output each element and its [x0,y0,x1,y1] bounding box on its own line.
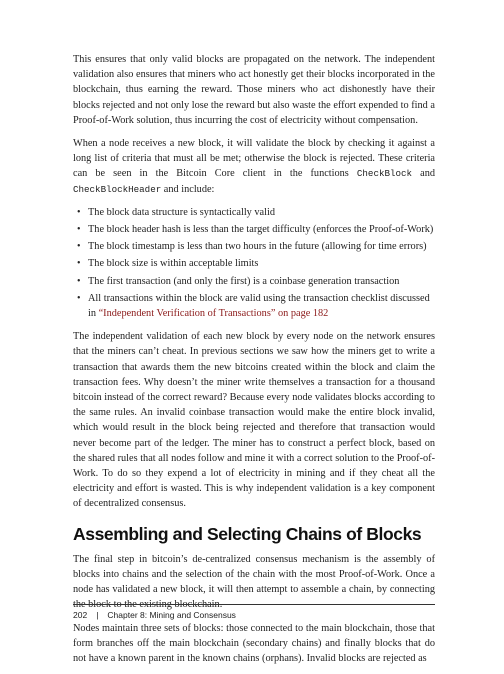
chapter-title: Chapter 8: Mining and Consensus [107,610,236,620]
list-item-text: The block data structure is syntactically valid [88,206,275,218]
code-checkblock: CheckBlock [356,168,413,180]
paragraph-text: and [412,168,435,180]
paragraph-validation-criteria [73,136,435,197]
list-item-text: The block timestamp is less than two hours in the future (allowing for time errors) [88,241,427,253]
list-item [73,256,435,271]
section-heading: Assembling and Selecting Chains of Blocks [73,523,422,544]
bullet-icon: • [77,224,81,236]
paragraph-validation-purpose: This ensures that only valid blocks are propagated on the network. The independent validation also ensures that miners who act honestly get their blocks incorporated in the blockchain, thus earning the reward. Those miners who act dishonestly have their blocks rejected and not only lose the reward but also waste the effort expended to find a Proof-of-Work solution, thus incurring the cost of electricity without compensation. [73,54,435,126]
list-item-text: The first transaction (and only the first) is a coinbase generation transaction [88,275,400,287]
list-item [73,274,435,289]
paragraph-text: and include: [161,183,215,195]
bullet-icon: • [77,258,81,270]
list-item [73,205,435,220]
list-item-text: All transactions within the block are valid using the transaction checklist discussed in [88,292,430,320]
page-footer [73,604,435,620]
bullet-icon: • [77,206,81,218]
list-item [73,291,435,321]
bullet-icon: • [77,275,81,287]
bullet-icon: • [77,241,81,253]
list-item [73,222,435,237]
paragraph-text: When a node receives a new block, it will validate the block by checking it against a long list of criteria that must all be met; otherwise the block is rejected. These criteria can be seen in the Bitcoin Core client in the functions [73,138,435,180]
footer-separator: | [96,610,99,620]
list-item [73,239,435,254]
paragraph-chain-assembly: The final step in bitcoin’s de-centralized consensus mechanism is the assembly of blocks into chains and the selection of the chain with the most Proof-of-Work. Once a node has validated a new block, it will then attempt to assemble a chain, by connecting the block to the existing blockchain. [73,553,435,611]
paragraph-block-sets: Nodes maintain three sets of blocks: those connected to the main blockchain, those that form branches off the main blockchain (secondary chains) and finally blocks that do not have a known parent in the known chains (orphans). Invalid blocks are rejected as [73,622,435,664]
bullet-icon: • [77,292,81,304]
cross-reference-link[interactable]: “Independent Verification of Transactions” on page 182 [98,308,329,320]
page-number: 202 [73,610,88,620]
code-checkblockheader: CheckBlockHeader [73,183,162,195]
criteria-list [73,205,435,321]
page-body [73,52,435,674]
list-item-text: The block header hash is less than the target difficulty (enforces the Proof-of-Work) [88,224,434,236]
paragraph-no-cheating: The independent validation of each new block by every node on the network ensures that the miners can’t cheat. In previous sections we saw how the miners get to write a transaction that awards them the new bitcoins created within the block and claim the transaction fees. Why doesn’t the miner write themselves a transaction for a thousand bitcoin instead of the correct reward? Because every node validates blocks according to the same rules. An invalid coinbase transaction would make the entire block invalid, which would result in the block being rejected and therefore that transaction would never become part of the ledger. The miner has to construct a perfect block, based on the shared rules that all nodes follow and mine it with a correct solution to the Proof-of-Work. To do so they expend a lot of electricity in mining and if they cheat all the electricity and effort is wasted. This is why independent validation is a key component of decentralized consensus. [73,331,436,510]
list-item-text: The block size is within acceptable limits [88,258,259,270]
